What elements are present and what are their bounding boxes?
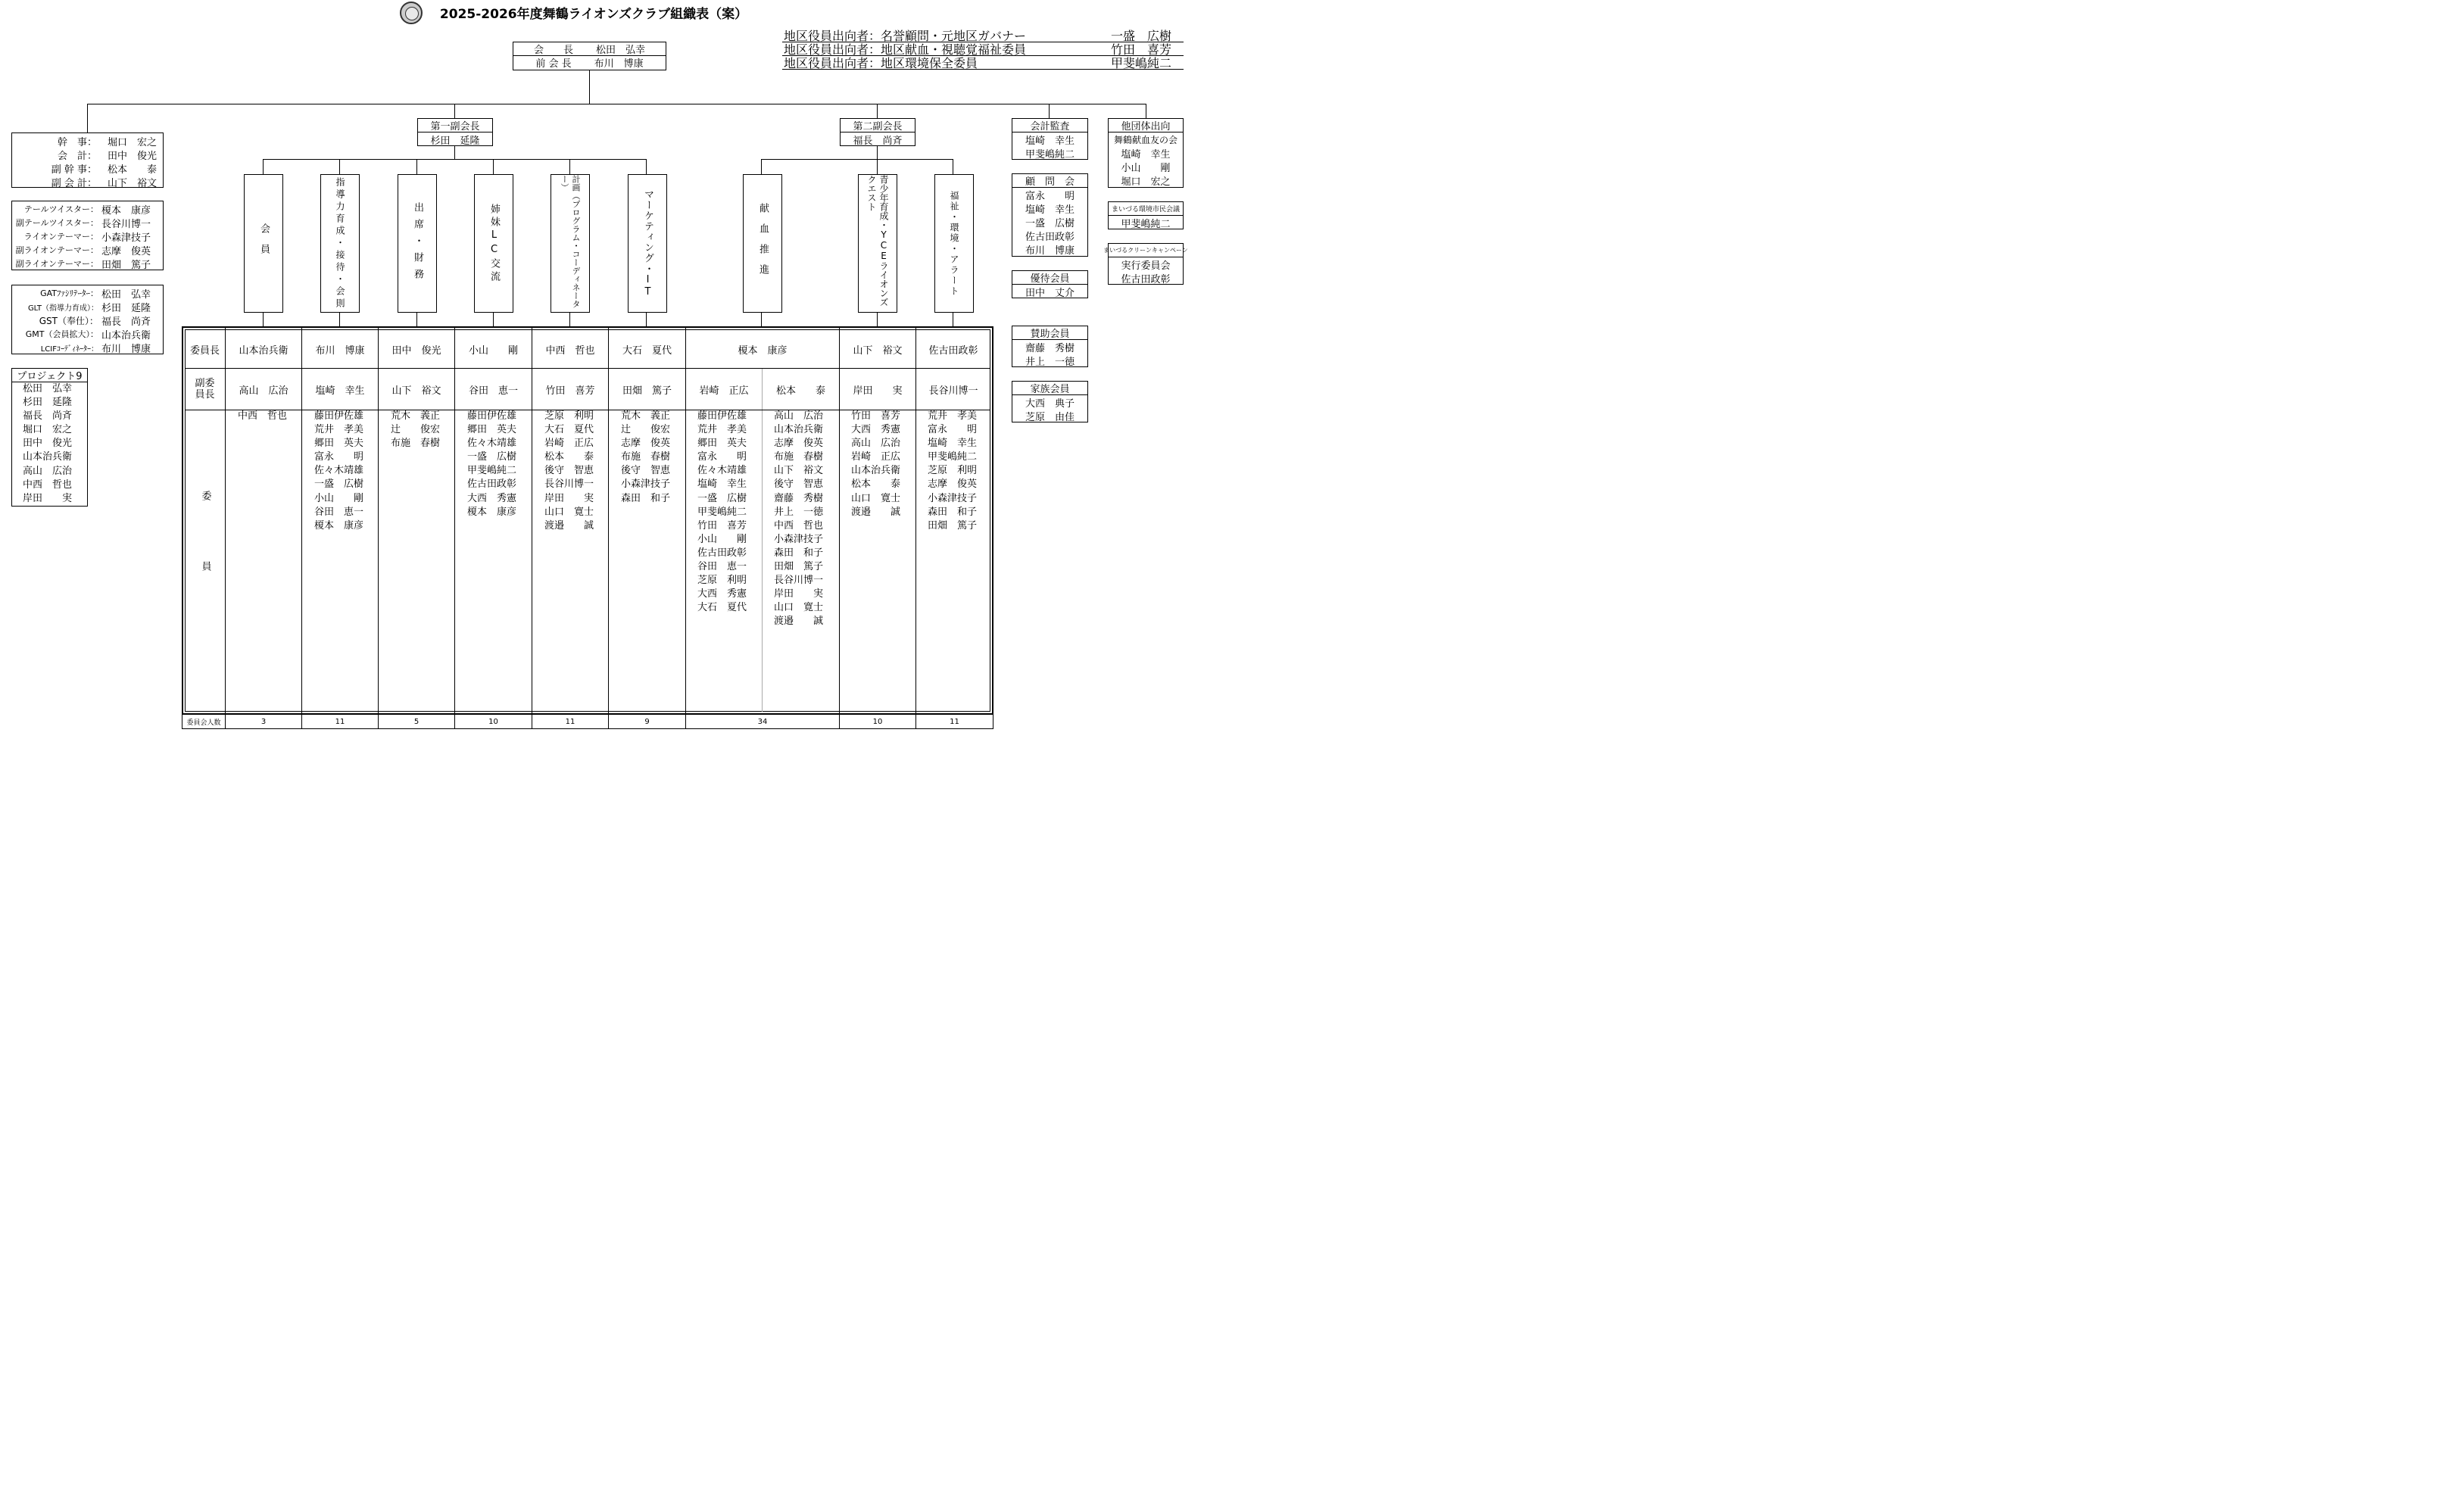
gat-row bbox=[12, 341, 163, 354]
committee-header-welfare bbox=[934, 174, 974, 313]
committee-member: 長谷川博一 bbox=[774, 575, 824, 587]
committee-header-leadership bbox=[320, 174, 360, 313]
project9-member: 福長 尚斉 bbox=[23, 410, 73, 422]
committee-member: 佐々木靖雄 bbox=[467, 438, 517, 450]
committee-members bbox=[851, 410, 900, 519]
committee-member: 小森津技子 bbox=[621, 479, 671, 491]
gat-name: 福長 尚斉 bbox=[101, 316, 151, 328]
committee-member: 富永 明 bbox=[928, 424, 978, 436]
committee-member: 布施 春樹 bbox=[621, 451, 671, 463]
committee-member: 芝原 利明 bbox=[697, 575, 747, 587]
honorary-box bbox=[1012, 270, 1088, 298]
committee-member: 布施 春樹 bbox=[774, 451, 824, 463]
committee-member: 辻 俊宏 bbox=[391, 424, 441, 436]
committee-member: 郷田 英夫 bbox=[697, 438, 747, 450]
project9-members bbox=[23, 382, 72, 506]
committee-member: 荒井 孝美 bbox=[314, 424, 364, 436]
committee-member: 中西 哲也 bbox=[238, 410, 288, 422]
committee-members bbox=[697, 410, 747, 615]
committee-member: 辻 俊宏 bbox=[621, 424, 671, 436]
advisor-member: 布川 博康 bbox=[1025, 245, 1075, 257]
committee-header-membership bbox=[244, 174, 283, 313]
advisor-member: 塩崎 幸生 bbox=[1025, 204, 1075, 216]
family-title: 家族会員 bbox=[1012, 382, 1087, 395]
district-label: 地区役員出向者：地区献血・視聴覚福祉委員 bbox=[784, 42, 1027, 57]
committee-vice-chair: 塩崎 幸生 bbox=[315, 385, 365, 397]
committee-count: 10 bbox=[872, 718, 883, 726]
family-member: 大西 典子 bbox=[1025, 397, 1075, 410]
committee-title: 姉妹LC交流 bbox=[488, 203, 500, 284]
committee-member: 藤田伊佐雄 bbox=[314, 410, 364, 422]
committee-header-marketing bbox=[628, 174, 667, 313]
officer-role: 幹 事： bbox=[57, 136, 97, 148]
committee-vice-chair: 山下 裕文 bbox=[391, 385, 441, 397]
other-org-member: 舞鶴献血友の会 bbox=[1113, 134, 1177, 145]
gat-name: 松田 弘幸 bbox=[101, 288, 151, 301]
committee-member: 佐々木靖雄 bbox=[314, 465, 364, 477]
project9-member: 岸田 実 bbox=[23, 492, 73, 504]
committee-header-attendance bbox=[398, 174, 437, 313]
committee-chair: 大石 夏代 bbox=[622, 344, 672, 357]
other-org-member: 塩崎 幸生 bbox=[1121, 148, 1171, 161]
committee-member: 佐古田政彰 bbox=[467, 479, 517, 491]
committee-count: 11 bbox=[335, 718, 345, 726]
committee-member: 榎本 康彦 bbox=[467, 506, 517, 518]
past-president-row bbox=[513, 56, 666, 69]
committee-member: 一盛 広樹 bbox=[314, 479, 364, 491]
audit-title: 会計監査 bbox=[1012, 119, 1087, 132]
committee-members bbox=[544, 410, 594, 533]
committee-member: 大石 夏代 bbox=[697, 602, 747, 614]
committee-member: 田畑 篤子 bbox=[928, 519, 978, 532]
committee-member: 渡邉 誠 bbox=[774, 616, 824, 628]
committee-member: 岸田 実 bbox=[544, 492, 594, 504]
other-org-member: 小山 剛 bbox=[1121, 162, 1171, 174]
row-label-count: 委員会人数 bbox=[186, 719, 221, 727]
district-name: 一盛 広樹 bbox=[1110, 29, 1171, 43]
officer-name: 山下 裕文 bbox=[108, 177, 158, 189]
gat-role: GATﾌｧｼﾘﾃｰﾀｰ： bbox=[40, 288, 98, 298]
family-box bbox=[1012, 381, 1088, 422]
committee-member: 荒木 義正 bbox=[621, 410, 671, 422]
committee-member: 小森津技子 bbox=[774, 533, 824, 545]
committee-count: 11 bbox=[565, 718, 575, 726]
committee-member: 岸田 実 bbox=[774, 588, 824, 600]
committee-member: 井上 一徳 bbox=[774, 506, 824, 518]
committee-member: 小山 剛 bbox=[697, 533, 747, 545]
gat-row bbox=[12, 300, 163, 313]
audit-box bbox=[1012, 118, 1088, 160]
tail-row bbox=[12, 229, 163, 243]
past-president-role: 前 会 長 bbox=[535, 58, 572, 70]
other-org-member: 堀口 宏之 bbox=[1121, 176, 1171, 188]
gat-role: GLT（指導力育成）： bbox=[27, 304, 98, 313]
committee-chair: 中西 哲也 bbox=[545, 344, 595, 357]
committee-members bbox=[928, 410, 977, 533]
committee-chair: 佐古田政彰 bbox=[928, 344, 978, 357]
committee-member: 齋藤 秀樹 bbox=[774, 492, 824, 504]
committee-member: 塩崎 幸生 bbox=[697, 479, 747, 491]
gat-row bbox=[12, 286, 163, 300]
committee-chair: 布川 博康 bbox=[315, 344, 365, 357]
honorary-member: 田中 丈介 bbox=[1025, 287, 1075, 299]
committee-title: 会員 bbox=[258, 223, 270, 264]
committee-member: 佐々木靖雄 bbox=[697, 465, 747, 477]
committee-vice-chair: 田畑 篤子 bbox=[622, 385, 672, 397]
support-title: 賛助会員 bbox=[1012, 326, 1087, 340]
project9-member: 松田 弘幸 bbox=[23, 383, 73, 394]
committee-vice-chair: 長谷川博一 bbox=[928, 385, 978, 397]
clean-campaign-title: まいづるクリーンキャンペーン bbox=[1109, 244, 1183, 257]
president-box bbox=[513, 42, 666, 70]
committee-member: 谷田 恵一 bbox=[697, 561, 747, 573]
tail-row bbox=[12, 243, 163, 257]
district-name: 甲斐嶋純二 bbox=[1110, 56, 1171, 70]
committee-chair: 山本治兵衛 bbox=[239, 344, 289, 357]
committee-member: 郷田 英夫 bbox=[467, 424, 517, 436]
committee-header-blood bbox=[743, 174, 782, 313]
committee-member: 布施 春樹 bbox=[391, 438, 441, 450]
tail-name: 志摩 俊英 bbox=[101, 245, 151, 257]
committee-member: 一盛 広樹 bbox=[467, 451, 517, 463]
committee-member: 榎本 康彦 bbox=[314, 519, 364, 532]
tail-name: 田畑 篤子 bbox=[101, 259, 151, 271]
committee-chair: 榎本 康彦 bbox=[738, 344, 788, 357]
committee-member: 田畑 篤子 bbox=[774, 561, 824, 573]
committee-title: 指導力育成・接待・会則 bbox=[335, 176, 345, 310]
page-title: 2025-2026年度舞鶴ライオンズクラブ組織表（案） bbox=[439, 7, 748, 22]
committee-title: 出席・財務 bbox=[412, 201, 423, 285]
district-label: 地区役員出向者：名誉顧問・元地区ガバナー bbox=[784, 29, 1027, 43]
committee-member: 竹田 喜芳 bbox=[697, 519, 747, 532]
tail-name: 長谷川博一 bbox=[101, 218, 151, 230]
officer-name: 松本 泰 bbox=[108, 164, 158, 176]
committee-member: 志摩 俊英 bbox=[928, 479, 978, 491]
tail-role: テールツイスター： bbox=[23, 204, 98, 214]
second-vice-president-box bbox=[840, 118, 915, 146]
gat-role: GST（奉仕）： bbox=[39, 315, 98, 326]
officer-row bbox=[12, 161, 163, 175]
committee-member: 藤田伊佐雄 bbox=[697, 410, 747, 422]
committee-member: 志摩 俊英 bbox=[621, 438, 671, 450]
support-member: 井上 一徳 bbox=[1025, 356, 1075, 368]
env-council-title: まいづる環境市民会議 bbox=[1109, 202, 1183, 216]
committee-member: 山下 裕文 bbox=[774, 465, 824, 477]
advisors-box bbox=[1012, 173, 1088, 257]
committee-member: 森田 和子 bbox=[774, 547, 824, 559]
committee-member: 松本 泰 bbox=[544, 451, 594, 463]
committee-count: 10 bbox=[488, 718, 498, 726]
committee-member: 後守 智恵 bbox=[774, 479, 824, 491]
tail-row bbox=[12, 257, 163, 270]
president-role: 会 長 bbox=[533, 45, 573, 56]
vp-name: 福長 尚斉 bbox=[853, 135, 903, 147]
project9-box bbox=[11, 368, 88, 507]
committee-member: 高山 広治 bbox=[774, 410, 824, 422]
committee-title: 献血推進 bbox=[757, 202, 769, 285]
tail-role: 副テールツイスター： bbox=[15, 218, 98, 228]
committee-count: 5 bbox=[413, 718, 420, 726]
committee-member: 後守 智恵 bbox=[544, 465, 594, 477]
committee-member: 藤田伊佐雄 bbox=[467, 410, 517, 422]
committee-member: 岩崎 正広 bbox=[544, 438, 594, 450]
district-row bbox=[782, 56, 1184, 70]
committee-member: 森田 和子 bbox=[928, 506, 978, 518]
president-name: 松田 弘幸 bbox=[596, 45, 646, 56]
committee-member: 志摩 俊英 bbox=[774, 438, 824, 450]
committee-member: 渡邉 誠 bbox=[851, 506, 901, 518]
row-label-members bbox=[185, 410, 225, 712]
committee-member: 竹田 喜芳 bbox=[851, 410, 901, 422]
tail-role: 副ライオンテーマー： bbox=[15, 245, 98, 255]
project9-member: 中西 哲也 bbox=[23, 479, 73, 491]
committee-member: 渡邉 誠 bbox=[544, 519, 594, 532]
vp-title: 第一副会長 bbox=[418, 119, 492, 132]
officer-name: 田中 俊光 bbox=[108, 150, 158, 162]
vp-name: 杉田 延隆 bbox=[430, 135, 480, 147]
committee-header-program bbox=[551, 174, 590, 313]
committee-member: 後守 智恵 bbox=[621, 465, 671, 477]
committee-title: 福祉・環境・アラート bbox=[949, 190, 959, 297]
committee-member: 谷田 恵一 bbox=[314, 506, 364, 518]
committee-members bbox=[314, 410, 363, 533]
officers-box bbox=[11, 132, 164, 188]
committee-member: 森田 和子 bbox=[621, 492, 671, 504]
committee-member: 塩崎 幸生 bbox=[928, 438, 978, 450]
committee-title: 青少年育成・YCEライオンズクエスト bbox=[866, 175, 889, 307]
tail-row bbox=[12, 216, 163, 229]
clean-campaign-box bbox=[1103, 243, 1188, 285]
gat-name: 山本治兵衛 bbox=[101, 329, 151, 341]
committee-member: 富永 明 bbox=[697, 451, 747, 463]
officer-name: 堀口 宏之 bbox=[108, 136, 158, 148]
committee-member: 山口 寛士 bbox=[851, 492, 901, 504]
committee-title: マーケティング・IT bbox=[642, 189, 653, 298]
committee-member: 山本治兵衛 bbox=[774, 424, 824, 436]
first-vice-president-box bbox=[417, 118, 493, 146]
committee-header-youth bbox=[858, 174, 897, 313]
committee-member: 中西 哲也 bbox=[774, 519, 824, 532]
committee-vice-chair: 高山 広治 bbox=[239, 385, 289, 397]
committee-member: 芝原 利明 bbox=[928, 465, 978, 477]
committee-member: 甲斐嶋純二 bbox=[697, 506, 747, 518]
committee-member: 山口 寛士 bbox=[544, 506, 594, 518]
past-president-name: 布川 博康 bbox=[594, 58, 644, 70]
committee-vice-chair: 岸田 実 bbox=[853, 385, 903, 397]
district-label: 地区役員出向者：地区環境保全委員 bbox=[784, 56, 978, 70]
committee-count: 9 bbox=[644, 718, 650, 726]
officer-row bbox=[12, 175, 163, 189]
committee-title: 計画（プログラム・コーディネーター） bbox=[560, 175, 581, 308]
committee-member: 大西 秀憲 bbox=[467, 492, 517, 504]
support-box bbox=[1012, 326, 1088, 367]
committee-member: 郷田 英夫 bbox=[314, 438, 364, 450]
committee-member: 一盛 広樹 bbox=[697, 492, 747, 504]
row-label-vice-chair: 副委員長 bbox=[195, 378, 215, 401]
tail-twister-box bbox=[11, 201, 164, 270]
committee-vice-chair: 竹田 喜芳 bbox=[545, 385, 595, 397]
committee-member: 芝原 利明 bbox=[544, 410, 594, 422]
project9-member: 高山 広治 bbox=[23, 465, 73, 477]
committee-members bbox=[391, 410, 440, 450]
committee-count: 34 bbox=[757, 718, 768, 726]
committee-count: 3 bbox=[260, 718, 267, 726]
vp-title: 第二副会長 bbox=[841, 119, 915, 132]
committee-member: 荒井 孝美 bbox=[697, 424, 747, 436]
other-org-box bbox=[1108, 118, 1184, 188]
committee-chair: 山下 裕文 bbox=[853, 344, 903, 357]
committee-member: 山口 寛士 bbox=[774, 602, 824, 614]
committee-member: 甲斐嶋純二 bbox=[467, 465, 517, 477]
officer-role: 副 幹 事： bbox=[51, 164, 97, 176]
gat-name: 杉田 延隆 bbox=[101, 302, 151, 314]
committee-member: 長谷川博一 bbox=[544, 479, 594, 491]
honorary-title: 優待会員 bbox=[1012, 271, 1087, 285]
committee-members bbox=[238, 410, 287, 423]
gat-role: LCIFｺｰﾃﾞｨﾈｰﾀｰ： bbox=[40, 344, 98, 354]
committee-chair: 小山 剛 bbox=[468, 344, 518, 357]
project9-member: 山本治兵衛 bbox=[23, 451, 73, 463]
committee-member: 荒木 義正 bbox=[391, 410, 441, 422]
committee-header-sister-lc bbox=[474, 174, 513, 313]
project9-member: 杉田 延隆 bbox=[23, 397, 73, 409]
committee-member: 荒井 孝美 bbox=[928, 410, 978, 422]
officer-row bbox=[12, 148, 163, 161]
gat-row bbox=[12, 313, 163, 327]
row-label-members-text: 委員 bbox=[199, 491, 211, 631]
tail-role: ライオンテーマー： bbox=[23, 232, 98, 242]
support-member: 齋藤 秀樹 bbox=[1025, 342, 1075, 354]
committee-member: 高山 広治 bbox=[851, 438, 901, 450]
advisor-member: 富永 明 bbox=[1025, 190, 1075, 202]
tail-role: 副ライオンテーマー： bbox=[15, 259, 98, 269]
officer-row bbox=[12, 134, 163, 148]
other-org-title: 他団体出向 bbox=[1109, 119, 1183, 132]
committee-members bbox=[621, 410, 670, 506]
row-label-chair: 委員長 bbox=[189, 344, 220, 357]
committee-member: 大西 秀憲 bbox=[697, 588, 747, 600]
officer-role: 副 会 計： bbox=[51, 177, 97, 189]
district-name: 竹田 喜芳 bbox=[1110, 42, 1171, 57]
committee-member: 岩崎 正広 bbox=[851, 451, 901, 463]
tail-row bbox=[12, 202, 163, 216]
president-row bbox=[513, 42, 666, 56]
committee-count: 11 bbox=[950, 718, 959, 726]
committee-member: 小森津技子 bbox=[928, 492, 978, 504]
project9-member: 堀口 宏之 bbox=[23, 424, 73, 436]
tail-name: 榎本 康彦 bbox=[101, 204, 151, 217]
committee-vice-chair: 谷田 恵一 bbox=[468, 385, 518, 397]
tail-name: 小森津技子 bbox=[101, 232, 151, 244]
committee-member: 甲斐嶋純二 bbox=[928, 451, 978, 463]
committee-member: 山本治兵衛 bbox=[851, 465, 901, 477]
committee-member: 大石 夏代 bbox=[544, 424, 594, 436]
gat-name: 布川 博康 bbox=[101, 343, 151, 355]
advisor-member: 佐古田政彰 bbox=[1025, 231, 1075, 243]
env-council-member: 甲斐嶋純二 bbox=[1121, 218, 1171, 230]
committee-member: 小山 剛 bbox=[314, 492, 364, 504]
project9-member: 田中 俊光 bbox=[23, 438, 73, 450]
project9-title: プロジェクト9 bbox=[12, 369, 87, 382]
gat-role: GMT（会員拡大）： bbox=[25, 329, 98, 339]
gat-row bbox=[12, 327, 163, 341]
officer-role: 会 計： bbox=[57, 150, 97, 162]
clean-campaign-member: 佐古田政彰 bbox=[1121, 273, 1171, 285]
clean-campaign-member: 実行委員会 bbox=[1121, 260, 1171, 272]
env-council-box bbox=[1108, 201, 1184, 229]
advisors-title: 顧 問 会 bbox=[1012, 174, 1087, 188]
committee-vice-chair: 松本 泰 bbox=[775, 385, 825, 397]
advisor-member: 一盛 広樹 bbox=[1025, 217, 1075, 229]
committee-chair: 田中 俊光 bbox=[391, 344, 441, 357]
audit-member: 塩崎 幸生 bbox=[1025, 135, 1075, 147]
committee-members bbox=[467, 410, 516, 519]
audit-member: 甲斐嶋純二 bbox=[1025, 148, 1075, 161]
committee-member: 大西 秀憲 bbox=[851, 424, 901, 436]
district-officers bbox=[782, 29, 1184, 70]
committee-vice-chair: 岩崎 正広 bbox=[699, 385, 749, 397]
committee-members bbox=[774, 410, 823, 629]
committee-member: 松本 泰 bbox=[851, 479, 901, 491]
gat-box bbox=[11, 285, 164, 354]
committee-member: 佐古田政彰 bbox=[697, 547, 747, 559]
committee-member: 富永 明 bbox=[314, 451, 364, 463]
family-member: 芝原 由佳 bbox=[1025, 411, 1075, 423]
